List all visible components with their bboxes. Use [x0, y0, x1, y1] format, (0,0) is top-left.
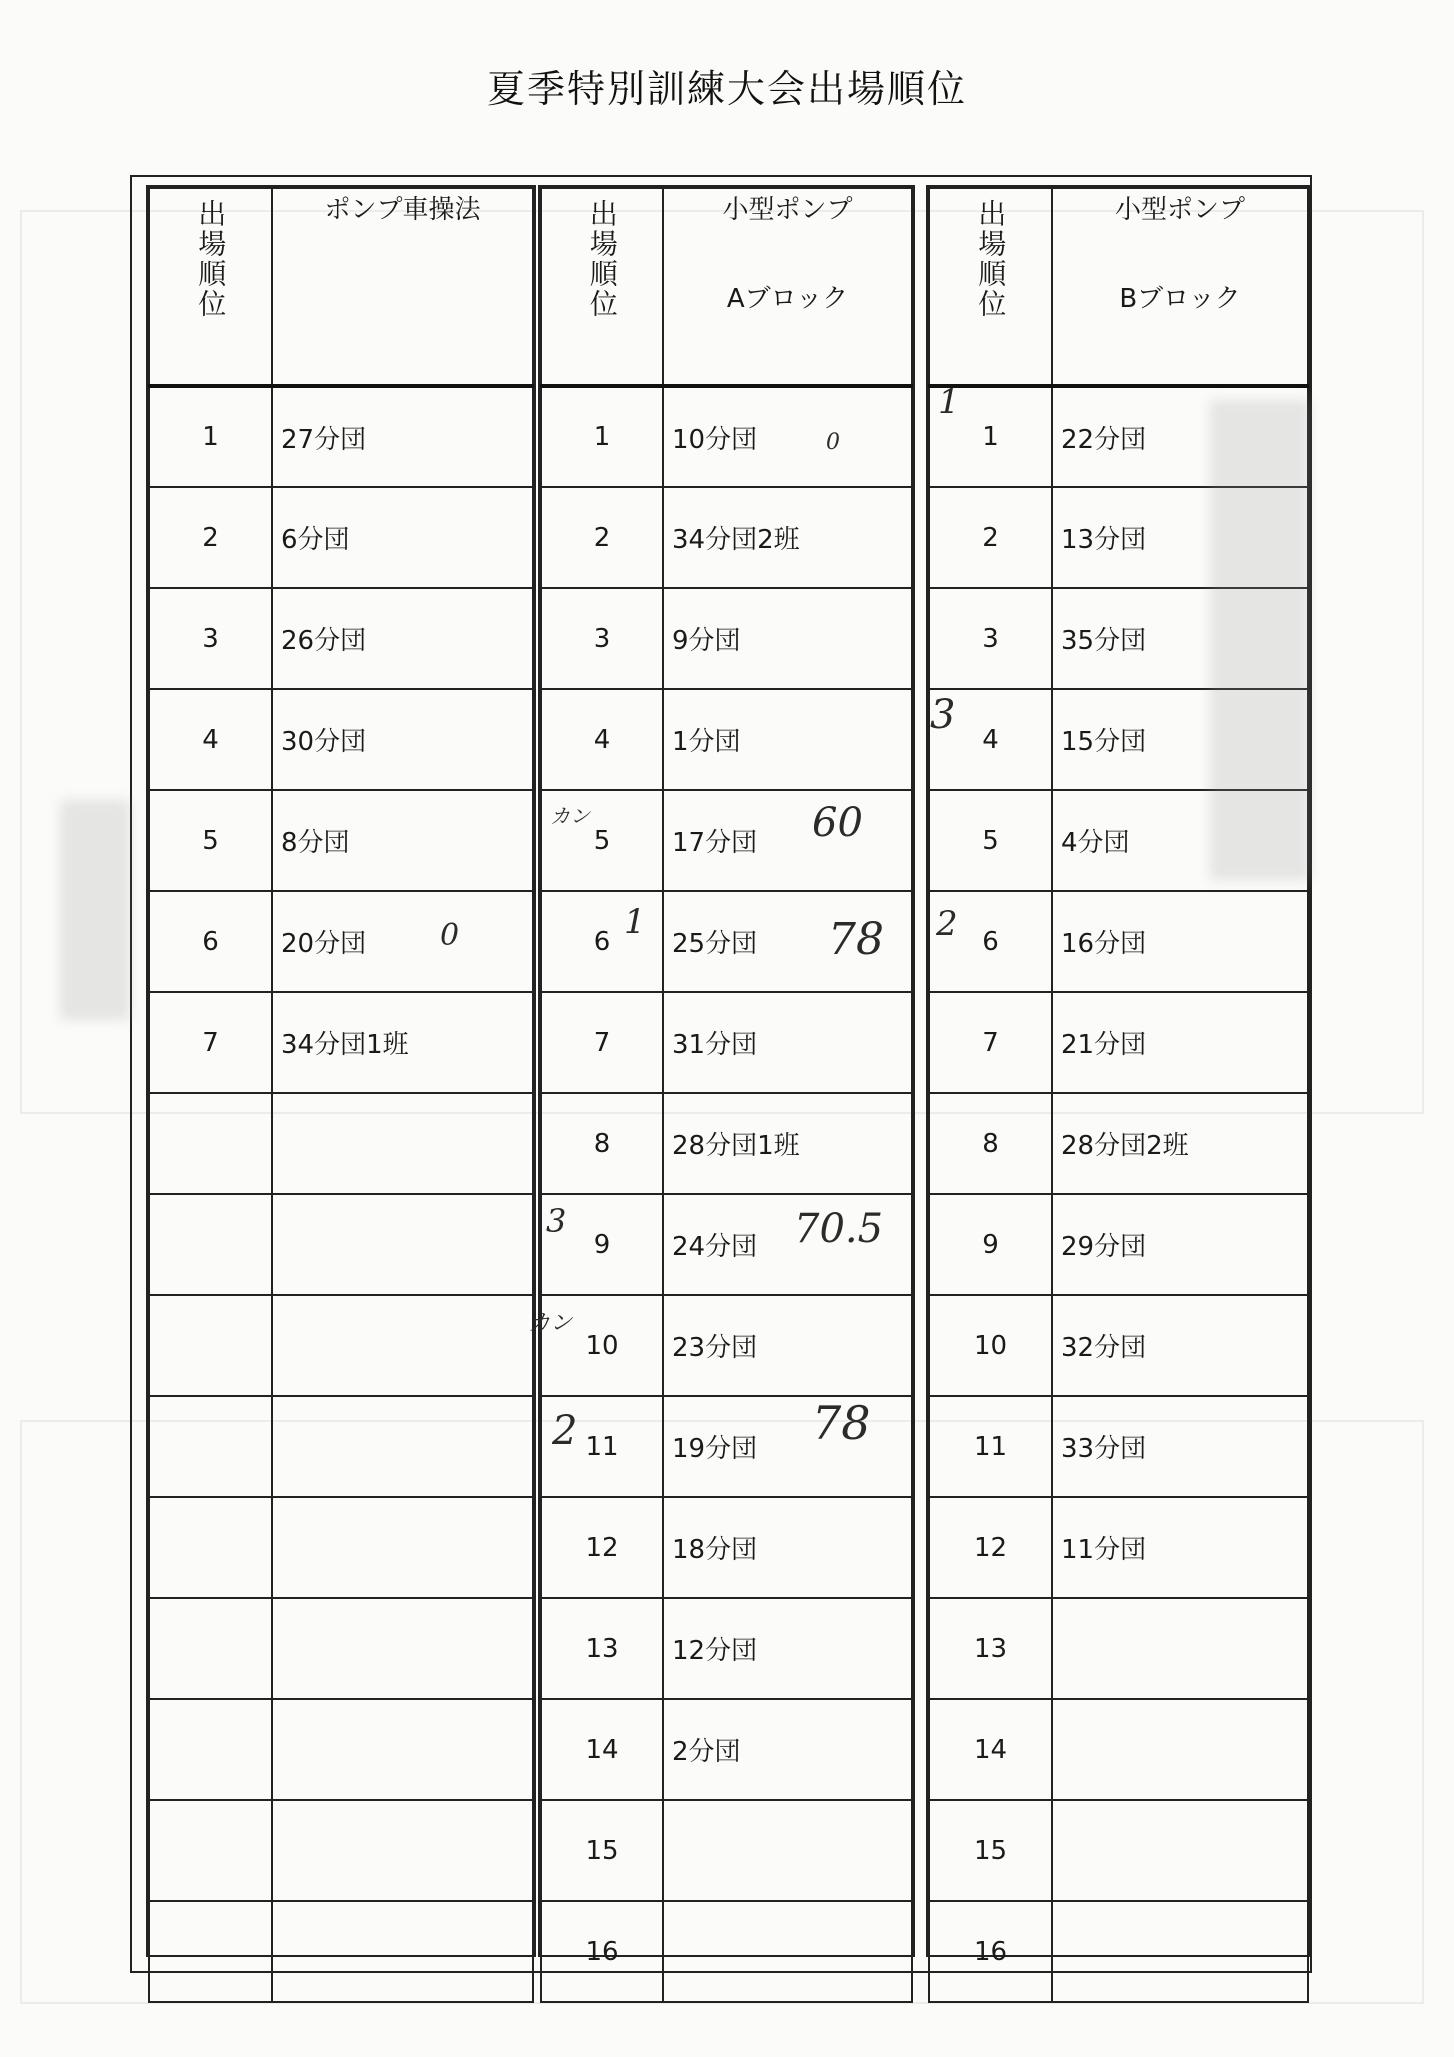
team-name: 22分団 [1052, 386, 1308, 487]
team-name: 24分団 [663, 1194, 912, 1295]
order-number: 16 [929, 1901, 1052, 2002]
order-number: 7 [929, 992, 1052, 1093]
table-small-pump-a [540, 187, 913, 2003]
handwritten-mark: 3 [546, 1202, 567, 1240]
order-header: 出場順位 [194, 199, 228, 319]
table-row [149, 1699, 533, 1800]
handwritten-mark: 1 [624, 902, 646, 942]
team-name: 28分団2班 [1052, 1093, 1308, 1194]
handwritten-score: 70.5 [794, 1206, 884, 1252]
team-name: 25分団 [663, 891, 912, 992]
handwritten-mark: 0 [440, 918, 460, 953]
table-row [149, 1194, 533, 1295]
order-number [149, 1295, 272, 1396]
handwritten-score: 78 [812, 1396, 871, 1450]
order-number: 6 [149, 891, 272, 992]
handwritten-mark: カン [528, 1311, 573, 1336]
team-name: 4分団 [1052, 790, 1308, 891]
table-row [149, 790, 533, 891]
team-name [272, 1800, 533, 1901]
handwritten-mark: 0 [826, 430, 840, 455]
handwritten-score: 78 [828, 914, 884, 965]
team-name: 16分団 [1052, 891, 1308, 992]
table-row [929, 891, 1308, 992]
table-row [929, 1295, 1308, 1396]
team-name [663, 1800, 912, 1901]
order-number: 12 [541, 1497, 663, 1598]
table-row [541, 1396, 912, 1497]
table-row [541, 487, 912, 588]
table-row [541, 1093, 912, 1194]
redaction-blur [1210, 400, 1310, 880]
table-row [541, 1901, 912, 2002]
order-number: 1 [149, 386, 272, 487]
table-row [541, 689, 912, 790]
team-name [663, 1901, 912, 2002]
team-name [272, 1093, 533, 1194]
category-subheader: Aブロック [726, 284, 849, 314]
table-pump-car [148, 187, 534, 2003]
order-number: 9 [541, 1194, 663, 1295]
order-number: 6 [541, 891, 663, 992]
team-name: 34分団2班 [663, 487, 912, 588]
team-name: 11分団 [1052, 1497, 1308, 1598]
table-row [541, 1699, 912, 1800]
table-row [541, 1295, 912, 1396]
team-name [1052, 1901, 1308, 2002]
team-name [1052, 1598, 1308, 1699]
table-row [929, 1800, 1308, 1901]
order-number: 2 [149, 487, 272, 588]
order-header-cell [541, 188, 663, 386]
team-name: 17分団 [663, 790, 912, 891]
team-name: 1分団 [663, 689, 912, 790]
order-number: 15 [541, 1800, 663, 1901]
table-row [149, 1093, 533, 1194]
order-number: 5 [149, 790, 272, 891]
block-pump-car [146, 185, 536, 1957]
order-number: 14 [929, 1699, 1052, 1800]
table-row [541, 1800, 912, 1901]
team-name: 32分団 [1052, 1295, 1308, 1396]
table-row [149, 891, 533, 992]
table-row [929, 1497, 1308, 1598]
order-number [149, 1800, 272, 1901]
team-name [272, 1295, 533, 1396]
order-number: 2 [929, 487, 1052, 588]
team-name [1052, 1800, 1308, 1901]
table-row [541, 386, 912, 487]
order-header-cell [929, 188, 1052, 386]
order-number: 3 [541, 588, 663, 689]
redaction-blur-left [60, 800, 130, 1020]
order-number: 4 [929, 689, 1052, 790]
team-name: 34分団1班 [272, 992, 533, 1093]
table-row [541, 790, 912, 891]
order-header: 出場順位 [585, 199, 619, 319]
category-subheader: Bブロック [1119, 284, 1241, 314]
header-row [149, 188, 533, 386]
table-row [149, 1800, 533, 1901]
table-row [149, 1295, 533, 1396]
category-header-cell [1052, 188, 1308, 386]
order-number [149, 1093, 272, 1194]
team-name: 26分団 [272, 588, 533, 689]
order-number: 10 [929, 1295, 1052, 1396]
team-name: 21分団 [1052, 992, 1308, 1093]
handwritten-mark: 2 [552, 1408, 578, 1454]
team-name: 6分団 [272, 487, 533, 588]
team-name: 31分団 [663, 992, 912, 1093]
order-number: 13 [541, 1598, 663, 1699]
table-row [541, 1194, 912, 1295]
team-name: 15分団 [1052, 689, 1308, 790]
table-row [149, 689, 533, 790]
handwritten-score: 60 [812, 800, 863, 846]
order-number: 13 [929, 1598, 1052, 1699]
category-header-cell [663, 188, 912, 386]
order-number: 11 [541, 1396, 663, 1497]
order-number: 5 [541, 790, 663, 891]
order-number [149, 1396, 272, 1497]
table-row [541, 1598, 912, 1699]
order-number: 8 [541, 1093, 663, 1194]
order-number: 3 [929, 588, 1052, 689]
order-number [149, 1598, 272, 1699]
team-name: 30分団 [272, 689, 533, 790]
handwritten-mark: 3 [930, 692, 956, 738]
order-header: 出場順位 [974, 199, 1008, 319]
table-row [149, 1497, 533, 1598]
team-name: 2分団 [663, 1699, 912, 1800]
team-name: 33分団 [1052, 1396, 1308, 1497]
table-row [929, 992, 1308, 1093]
team-name [272, 1497, 533, 1598]
order-number: 15 [929, 1800, 1052, 1901]
team-name [272, 1901, 533, 2002]
team-name [272, 1396, 533, 1497]
team-name: 10分団 [663, 386, 912, 487]
table-row [541, 588, 912, 689]
table-row [149, 386, 533, 487]
order-number: 3 [149, 588, 272, 689]
order-number: 10 [541, 1295, 663, 1396]
order-number: 9 [929, 1194, 1052, 1295]
table-row [149, 1396, 533, 1497]
order-number: 7 [149, 992, 272, 1093]
order-number: 8 [929, 1093, 1052, 1194]
team-name: 29分団 [1052, 1194, 1308, 1295]
table-row [929, 1194, 1308, 1295]
order-number: 16 [541, 1901, 663, 2002]
header-row [929, 188, 1308, 386]
team-name: 18分団 [663, 1497, 912, 1598]
table-row [149, 487, 533, 588]
order-number: 6 [929, 891, 1052, 992]
table-row [929, 1699, 1308, 1800]
table-row [149, 588, 533, 689]
team-name: 28分団1班 [663, 1093, 912, 1194]
table-row [149, 992, 533, 1093]
order-number: 14 [541, 1699, 663, 1800]
table-row [541, 1497, 912, 1598]
table-row [149, 1901, 533, 2002]
team-name: 13分団 [1052, 487, 1308, 588]
table-row [541, 992, 912, 1093]
table-row [929, 1901, 1308, 2002]
team-name: 35分団 [1052, 588, 1308, 689]
team-name: 9分団 [663, 588, 912, 689]
order-number: 12 [929, 1497, 1052, 1598]
team-name: 23分団 [663, 1295, 912, 1396]
category-header: 小型ポンプ [1114, 195, 1245, 225]
order-number: 11 [929, 1396, 1052, 1497]
block-small-pump-a [538, 185, 915, 1967]
order-number: 2 [541, 487, 663, 588]
team-name: 19分団 [663, 1396, 912, 1497]
team-name [272, 1699, 533, 1800]
table-row [929, 1396, 1308, 1497]
order-number: 4 [149, 689, 272, 790]
category-header: ポンプ車操法 [324, 195, 481, 225]
order-number [149, 1497, 272, 1598]
team-name: 20分団 [272, 891, 533, 992]
page-title: 夏季特別訓練大会出場順位 [486, 67, 967, 111]
handwritten-mark: カン [550, 804, 590, 828]
order-number [149, 1194, 272, 1295]
order-number: 7 [541, 992, 663, 1093]
order-number [149, 1699, 272, 1800]
team-name: 8分団 [272, 790, 533, 891]
team-name: 27分団 [272, 386, 533, 487]
handwritten-mark: 1 [938, 382, 960, 422]
order-header-cell [149, 188, 272, 386]
table-row [929, 1598, 1308, 1699]
team-name [272, 1194, 533, 1295]
order-number: 4 [541, 689, 663, 790]
table-row [541, 891, 912, 992]
team-name [1052, 1699, 1308, 1800]
order-number: 5 [929, 790, 1052, 891]
category-header-cell [272, 188, 533, 386]
category-header: 小型ポンプ [722, 195, 853, 225]
header-row [541, 188, 912, 386]
table-row [149, 1598, 533, 1699]
table-row [929, 1093, 1308, 1194]
handwritten-mark: 2 [936, 904, 958, 944]
order-number [149, 1901, 272, 2002]
order-number: 1 [929, 386, 1052, 487]
team-name [272, 1598, 533, 1699]
order-number: 1 [541, 386, 663, 487]
team-name: 12分団 [663, 1598, 912, 1699]
